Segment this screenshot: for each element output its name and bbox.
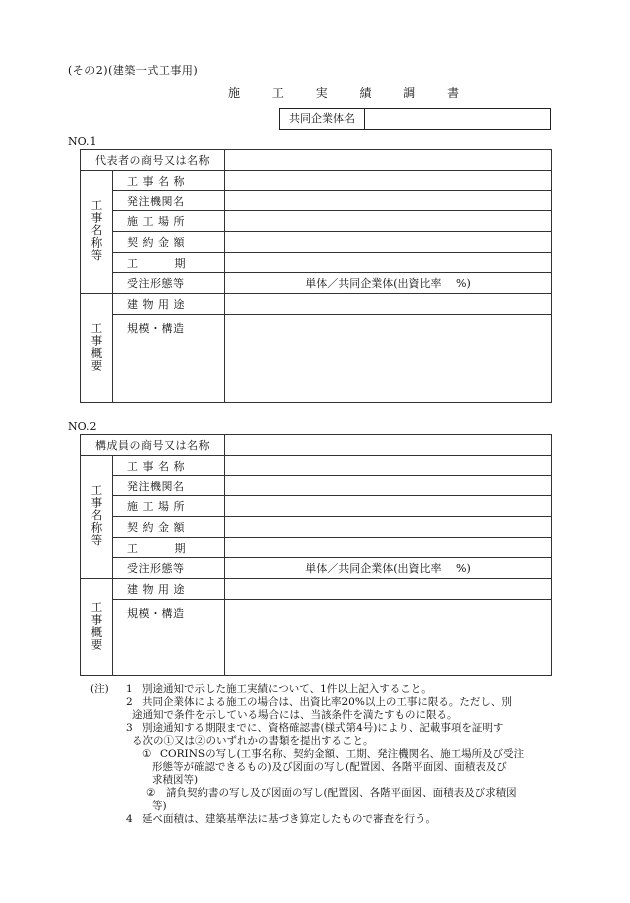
- note-text: る次の①又は②のいずれかの書類を提出すること。: [132, 735, 374, 747]
- group-label-work-name: 工事名称等: [81, 456, 113, 579]
- note-text: 別途通知で示した施工実績について、1件以上記入すること。: [142, 683, 432, 695]
- contract-amount-field[interactable]: [225, 232, 552, 253]
- note-number: 2: [126, 696, 133, 708]
- record-table-1: [80, 149, 552, 403]
- jv-name-label: 共同企業体名: [280, 109, 365, 129]
- order-type-field[interactable]: 単体／共同企業体(出資比率 %): [225, 558, 552, 579]
- note-number: 3: [126, 722, 133, 734]
- work-name-field[interactable]: [225, 171, 552, 191]
- scale-structure-field[interactable]: [225, 315, 552, 403]
- row-label-ordering-agency: 発注機関名: [113, 191, 225, 211]
- row-label-scale-structure: 規模・構造: [113, 600, 225, 676]
- sub-note-text: 等): [152, 800, 167, 812]
- row-label-order-type: 受注形態等: [113, 273, 225, 294]
- jv-name-box: [279, 108, 551, 130]
- row-label-building-use: 建 物 用 途: [113, 294, 225, 315]
- sub-note-text: 請負契約書の写し及び図面の写し(配置図、各階平面図、面積表及び求積図: [166, 787, 517, 799]
- page-title: 施 工 実 績 調 書: [228, 86, 474, 100]
- section-number: NO.1: [68, 135, 97, 148]
- row-label-period: 工 期: [113, 538, 225, 558]
- building-use-field[interactable]: [225, 294, 552, 315]
- jv-name-field[interactable]: [365, 109, 550, 129]
- sub-note-number: ②: [146, 787, 156, 799]
- note-text: 途通知で条件を示している場合には、当該条件を満たすものに限る。: [132, 709, 458, 721]
- group-label-work-summary: 工事概要: [81, 294, 113, 403]
- representative-field[interactable]: [225, 150, 552, 171]
- work-name-field[interactable]: [225, 456, 552, 476]
- contract-amount-field[interactable]: [225, 517, 552, 538]
- row-label-contract-amount: 契 約 金 額: [113, 232, 225, 253]
- period-field[interactable]: [225, 253, 552, 273]
- sub-note-text: 形態等が確認できるもの)及び図面の写し(配置図、各階平面図、面積表及び: [152, 761, 507, 773]
- row-label-ordering-agency: 発注機関名: [113, 476, 225, 496]
- note-number: 4: [126, 813, 133, 825]
- form-subtitle: (その2)(建築一式工事用): [68, 64, 199, 77]
- scale-structure-field[interactable]: [225, 600, 552, 676]
- row-label-scale-structure: 規模・構造: [113, 315, 225, 403]
- section-number: NO.2: [68, 420, 97, 433]
- group-label-work-name: 工事名称等: [81, 171, 113, 294]
- ordering-agency-field[interactable]: [225, 476, 552, 496]
- row-label-site: 施 工 場 所: [113, 496, 225, 517]
- sub-note-text: CORINSの写し(工事名称、契約金額、工期、発注機関名、施工場所及び受注: [160, 748, 525, 760]
- member-field[interactable]: [225, 435, 552, 456]
- site-field[interactable]: [225, 496, 552, 517]
- ordering-agency-field[interactable]: [225, 191, 552, 211]
- sub-note-text: 求積図等): [152, 774, 199, 786]
- building-use-field[interactable]: [225, 579, 552, 600]
- notes: [90, 683, 560, 826]
- note-text: 共同企業体による施工の場合は、出資比率20%以上の工事に限る。ただし、別: [142, 696, 512, 708]
- sub-note-number: ①: [142, 748, 152, 760]
- note-text: 延べ面積は、建築基準法に基づき算定したもので審査を行う。: [142, 813, 436, 825]
- note-number: 1: [126, 683, 133, 695]
- group-label-work-summary: 工事概要: [81, 579, 113, 676]
- row-label-order-type: 受注形態等: [113, 558, 225, 579]
- representative-label: 代表者の商号又は名称: [81, 150, 225, 171]
- period-field[interactable]: [225, 538, 552, 558]
- row-label-period: 工 期: [113, 253, 225, 273]
- site-field[interactable]: [225, 211, 552, 232]
- record-table-2: [80, 434, 552, 676]
- order-type-field[interactable]: 単体／共同企業体(出資比率 %): [225, 273, 552, 294]
- row-label-work-name: 工 事 名 称: [113, 171, 225, 191]
- notes-heading: (注): [90, 683, 109, 695]
- row-label-building-use: 建 物 用 途: [113, 579, 225, 600]
- member-label: 構成員の商号又は名称: [81, 435, 225, 456]
- row-label-site: 施 工 場 所: [113, 211, 225, 232]
- row-label-work-name: 工 事 名 称: [113, 456, 225, 476]
- row-label-contract-amount: 契 約 金 額: [113, 517, 225, 538]
- note-text: 別途通知する期限までに、資格確認書(様式第4号)により、記載事項を証明す: [142, 722, 504, 734]
